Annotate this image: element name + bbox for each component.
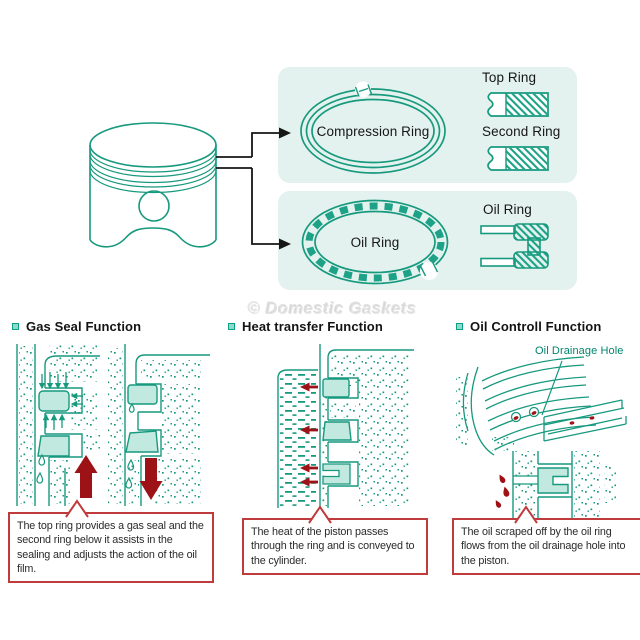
- compression-ring-label: Compression Ring: [316, 124, 430, 139]
- gas-seal-diagram: [5, 338, 215, 513]
- square-bullet-icon: [12, 323, 19, 330]
- drainage-hole-oil-dot: [531, 410, 537, 415]
- drainage-hole-oil-dot: [513, 415, 519, 420]
- square-bullet-icon: [228, 323, 235, 330]
- piston-perspective: [464, 357, 597, 455]
- gas-seal-top-ring-2: [128, 385, 157, 404]
- groove-channel-detail: [544, 400, 626, 441]
- heat-transfer-diagram: [232, 336, 417, 512]
- oil-drainage-passage: [513, 476, 538, 484]
- heat-second-ring: [323, 422, 351, 440]
- heat-oil-ring: [323, 464, 350, 484]
- heat-dissipation-texture: [280, 374, 316, 506]
- oil-control-diagram: [452, 333, 640, 525]
- heat-top-ring: [323, 379, 349, 397]
- oil-droplets: [37, 455, 45, 483]
- section-header-heat-transfer: [228, 319, 383, 334]
- heat-transfer-callout: [242, 518, 428, 575]
- section-title: Heat transfer Function: [242, 319, 383, 334]
- square-bullet-icon: [456, 323, 463, 330]
- gas-seal-second-ring-2: [126, 431, 158, 452]
- callout-pointer: [514, 506, 540, 524]
- oil-ring-cross-section-label: Oil Ring: [483, 202, 532, 217]
- heat-flow-arrows: [300, 383, 318, 487]
- callout-text: The oil scraped off by the oil ring flows from the oil drainage hole into the piston.: [461, 526, 626, 567]
- watermark: © Domestic Gaskets: [248, 300, 417, 318]
- down-arrow: [140, 458, 163, 500]
- oil-ring-ellipse-label: Oil Ring: [350, 235, 400, 250]
- piston-drawing: [90, 123, 216, 247]
- section-header-oil-control: [456, 319, 601, 334]
- oil-drainage-hole-label: Oil Drainage Hole: [535, 345, 624, 357]
- oil-ring-panel: [278, 191, 577, 290]
- top-ring-label: Top Ring: [482, 70, 537, 85]
- connector-arrows: [216, 133, 279, 244]
- second-ring-label: Second Ring: [482, 124, 561, 139]
- callout-text: The top ring provides a gas seal and the second ring below it assists in the sealing and adjusts the action of the oil film.: [17, 520, 204, 576]
- section-title: Oil Controll Function: [470, 319, 602, 334]
- oil-droplets-red: [494, 473, 510, 508]
- oil-ring-in-groove: [538, 468, 568, 493]
- oil-droplets: [126, 404, 134, 488]
- oil-control-callout: [452, 518, 640, 575]
- callout-pointer: [65, 500, 91, 518]
- up-arrow: [75, 455, 98, 498]
- gas-seal-callout: [8, 512, 214, 583]
- gas-seal-top-ring: [39, 391, 69, 411]
- annotation-leader-line: [542, 361, 562, 415]
- gas-pressure-arrows: [42, 372, 83, 430]
- section-title: Gas Seal Function: [26, 319, 142, 334]
- section-header-gas-seal: [12, 319, 141, 334]
- gas-seal-second-ring: [38, 436, 69, 456]
- callout-pointer: [308, 506, 334, 524]
- callout-text: The heat of the piston passes through the ring and is conveyed to the cylinder.: [251, 526, 415, 567]
